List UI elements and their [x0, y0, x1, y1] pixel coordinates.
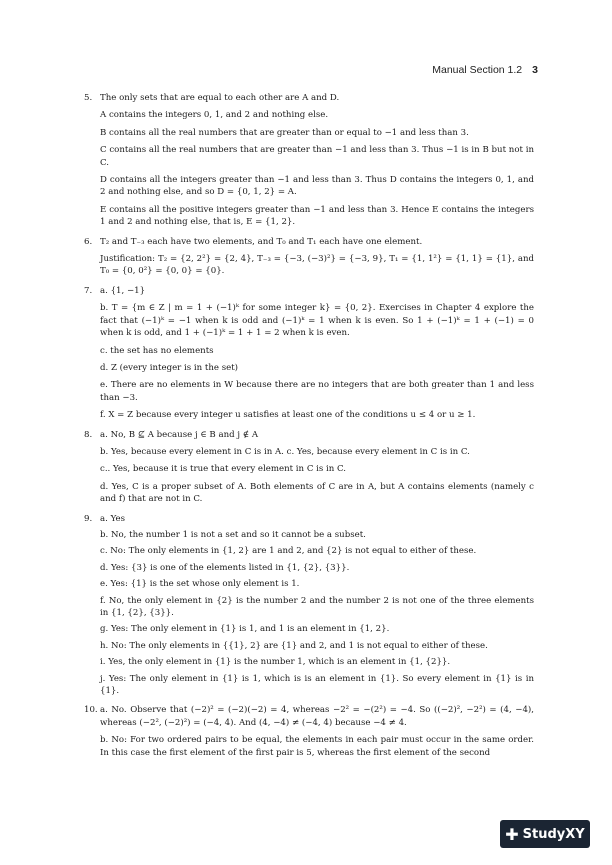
answer-part: h. No: The only elements in {{1}, 2} are {1} and 2, and 1 is not equal to either of these. — [100, 640, 488, 651]
answer-text: B contains all the real numbers that are greater than or equal to −1 and less than 3. — [100, 127, 469, 138]
exercise-7 — [84, 285, 534, 422]
answer-text: Justification: T₂ = {2, 2²} = {2, 4}, T₋₃ = {−3, (−3)²} = {−3, 9}, T₁ = {1, 1²} = {1, 1} = {1}, and T₀ = {0, 0²} = {0, 0} = {0}. — [100, 254, 534, 277]
exercise-number: 9. — [84, 513, 93, 524]
logo-text: StudyXY — [522, 826, 585, 842]
exercise-9 — [84, 513, 534, 698]
answer-part: a. Yes — [100, 513, 126, 524]
studyxy-logo — [500, 820, 590, 848]
answer-part: j. Yes: The only element in {1} is 1, which is is an element in {1}. So every element in {1} is in {1}. — [100, 673, 534, 697]
exercise-10 — [84, 704, 534, 759]
answer-text: E contains all the positive integers greater than −1 and less than 3. Hence E contains the integers 1 and 2 and nothing else, that is, E = {1, 2}. — [100, 204, 534, 228]
exercise-number: 8. — [84, 429, 93, 440]
answer-part: e. There are no elements in W because there are no integers that are both greater than 1 and less than −3. — [100, 380, 534, 403]
answer-text: D contains all the integers greater than −1 and less than 3. Thus D contains the integers 0, 1, and 2 and nothing else, and so D = {0, 1, 2} = A. — [100, 175, 534, 198]
answer-part: b. No, the number 1 is not a set and so it cannot be a subset. — [100, 529, 366, 540]
answer-part: c. the set has no elements — [100, 345, 214, 356]
answer-part: c. No: The only elements in {1, 2} are 1 and 2, and {2} is not equal to either of these. — [100, 546, 477, 557]
answer-text: T₂ and T₋₃ each have two elements, and T₀ and T₁ each have one element. — [100, 236, 423, 247]
exercise-number: 7. — [84, 285, 93, 296]
page-header — [432, 64, 538, 76]
answer-text: A contains the integers 0, 1, and 2 and nothing else. — [100, 110, 329, 121]
answer-part: a. No, B ⊈ A because j ∈ B and j ∉ A — [100, 429, 259, 440]
answer-part: b. Yes, because every element in C is in A. c. Yes, because every element in C is in C. — [100, 446, 470, 457]
answer-part: b. No: For two ordered pairs to be equal, the elements in each pair must occur in the same order. In this case the first element of the first pair is 5, whereas the first element of the second — [100, 735, 534, 758]
answer-part: g. Yes: The only element in {1} is 1, and 1 is an element in {1, 2}. — [100, 624, 390, 635]
answer-part: a. No. Observe that (−2)² = (−2)(−2) = 4, whereas −2² = −(2²) = −4. So ((−2)², −2²) = (4, −4), whereas (−2², (−2)²) = (−4, 4). And (4, −4) ≠ (−4, 4) because −4 ≠ 4. — [100, 705, 534, 728]
answer-part: b. T = {m ∈ Z | m = 1 + (−1)ᵏ for some integer k} = {0, 2}. Exercises in Chapter 4 explore the fact that (−1)ᵏ = −1 when k is odd and (−1)ᵏ = 1 when k is even. So 1 + (−1)ᵏ = 1 + (−1) = 0 when k is odd, and 1 + (−1)ᵏ = 1 + 1 = 2 when k is even. — [100, 303, 534, 339]
answer-part: f. X = Z because every integer u satisfies at least one of the conditions u ≤ 4 or u ≥ 1. — [100, 410, 476, 421]
answer-part: a. {1, −1} — [100, 285, 146, 296]
exercise-8 — [84, 429, 534, 506]
answer-list — [84, 92, 534, 764]
answer-text: C contains all the real numbers that are greater than −1 and less than 3. Thus −1 is in B but not in C. — [100, 145, 534, 168]
answer-part: e. Yes: {1} is the set whose only element is 1. — [100, 579, 300, 590]
page-number: 3 — [532, 64, 538, 76]
answer-part: i. Yes, the only element in {1} is the number 1, which is an element in {1, {2}}. — [100, 657, 451, 668]
answer-part: d. Yes: {3} is one of the elements listed in {1, {2}, {3}}. — [100, 562, 350, 573]
answer-part: c.. Yes, because it is true that every element in C is in C. — [100, 464, 347, 475]
answer-part: f. No, the only element in {2} is the number 2 and the number 2 is not one of the three elements in {1, {2}, {3}}. — [100, 595, 534, 618]
exercise-number: 6. — [84, 236, 93, 247]
exercise-5 — [84, 92, 534, 229]
answer-part: d. Yes, C is a proper subset of A. Both elements of C are in A, but A contains elements (namely c and f) that are not in C. — [100, 481, 534, 505]
exercise-6 — [84, 236, 534, 278]
answer-part: d. Z (every integer is in the set) — [100, 362, 239, 373]
section-title: Manual Section 1.2 — [432, 64, 523, 76]
answer-text: The only sets that are equal to each other are A and D. — [100, 93, 340, 103]
exercise-number: 5. — [84, 93, 93, 103]
exercise-number: 10. — [84, 705, 98, 716]
plus-icon: ✚ — [505, 824, 519, 844]
